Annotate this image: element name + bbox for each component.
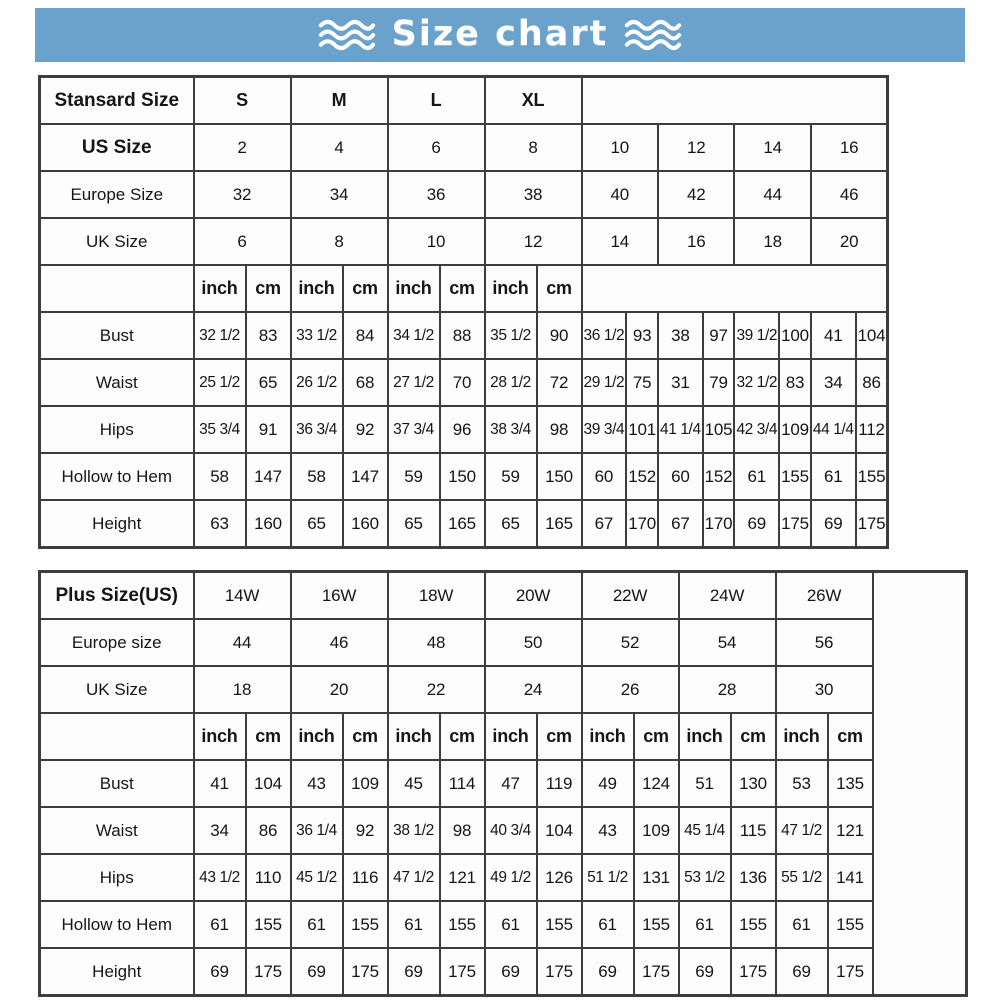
measure-value: 34 [811,359,856,406]
row-label: UK Size [40,218,194,265]
measure-value: 175 [856,500,888,548]
size-value: 22 [388,666,485,713]
measure-value: 69 [679,948,731,996]
measure-value: 136 [731,854,776,901]
measure-value: 65 [485,500,537,548]
unit-inch-label: inch [582,713,634,760]
unit-cm-label: cm [440,713,485,760]
measure-value: 61 [388,901,440,948]
unit-inch-label: inch [776,713,828,760]
measure-value: 53 1/2 [679,854,731,901]
size-value: 56 [776,619,873,666]
measure-value: 175 [537,948,582,996]
measure-value: 119 [537,760,582,807]
row-label: Hips [40,854,194,901]
measure-value: 75 [626,359,658,406]
size-value: 18 [734,218,810,265]
measure-value: 34 1/2 [388,312,440,359]
measure-value: 150 [440,453,485,500]
measure-value: 67 [582,500,627,548]
measure-value: 112 [856,406,888,453]
measure-value: 98 [440,807,485,854]
unit-inch-label: inch [485,265,537,312]
measure-value: 175 [634,948,679,996]
measure-value: 91 [246,406,291,453]
size-header-14w: 14W [194,572,291,620]
size-value: 10 [388,218,485,265]
unit-cm-label: cm [343,265,388,312]
size-header-m: M [291,77,388,125]
measure-value: 100 [779,312,811,359]
measure-value: 175 [731,948,776,996]
unit-cm-label: cm [246,265,291,312]
measure-value: 152 [626,453,658,500]
measure-value: 70 [440,359,485,406]
measure-value: 155 [343,901,388,948]
measure-value: 39 3/4 [582,406,627,453]
measure-value: 97 [703,312,735,359]
title-banner [35,8,965,62]
size-value: 20 [811,218,888,265]
measure-value: 69 [194,948,246,996]
row-label: Waist [40,359,194,406]
size-value: 4 [291,124,388,171]
measure-value: 51 [679,760,731,807]
measure-value: 152 [703,453,735,500]
measure-value: 43 1/2 [194,854,246,901]
row-label: Europe size [40,619,194,666]
measure-value: 47 [485,760,537,807]
measure-value: 86 [246,807,291,854]
measure-value: 44 1/4 [811,406,856,453]
size-value: 18 [194,666,291,713]
measure-value: 170 [703,500,735,548]
measure-value: 109 [343,760,388,807]
unit-cm-label: cm [440,265,485,312]
size-value: 36 [388,171,485,218]
size-value: 6 [388,124,485,171]
unit-cm-label: cm [731,713,776,760]
measure-value: 165 [537,500,582,548]
row-label: Hollow to Hem [40,453,194,500]
measure-value: 114 [440,760,485,807]
measure-value: 90 [537,312,582,359]
measure-value: 32 1/2 [194,312,246,359]
measure-value: 160 [246,500,291,548]
measure-value: 104 [537,807,582,854]
measure-value: 110 [246,854,291,901]
measure-value: 155 [731,901,776,948]
measure-value: 59 [485,453,537,500]
measure-value: 104 [246,760,291,807]
measure-value: 98 [537,406,582,453]
measure-value: 141 [828,854,873,901]
measure-value: 59 [388,453,440,500]
measure-value: 61 [485,901,537,948]
measure-value: 69 [485,948,537,996]
row-label: Hips [40,406,194,453]
measure-value: 47 1/2 [388,854,440,901]
size-header-18w: 18W [388,572,485,620]
measure-value: 131 [634,854,679,901]
measure-value: 69 [811,500,856,548]
size-header-xl: XL [485,77,582,125]
measure-value: 27 1/2 [388,359,440,406]
size-value: 40 [582,171,658,218]
measure-value: 175 [828,948,873,996]
measure-value: 47 1/2 [776,807,828,854]
size-value: 24 [485,666,582,713]
size-value: 42 [658,171,734,218]
unit-inch-label: inch [291,713,343,760]
size-value: 54 [679,619,776,666]
measure-value: 63 [194,500,246,548]
standard-size-table [38,75,889,549]
measure-value: 88 [440,312,485,359]
unit-inch-label: inch [194,713,246,760]
size-value: 2 [194,124,291,171]
measure-value: 61 [776,901,828,948]
measure-value: 45 1/4 [679,807,731,854]
size-header-16w: 16W [291,572,388,620]
measure-value: 83 [246,312,291,359]
measure-value: 42 3/4 [734,406,779,453]
waves-icon [318,17,376,53]
measure-value: 49 1/2 [485,854,537,901]
unit-cm-label: cm [343,713,388,760]
measure-value: 175 [246,948,291,996]
measure-value: 69 [388,948,440,996]
measure-value: 84 [343,312,388,359]
measure-value: 155 [246,901,291,948]
measure-value: 61 [291,901,343,948]
measure-value: 69 [291,948,343,996]
unit-inch-label: inch [388,265,440,312]
measure-value: 165 [440,500,485,548]
unit-cm-label: cm [246,713,291,760]
measure-value: 37 3/4 [388,406,440,453]
corner-label: Plus Size(US) [40,572,194,620]
unit-cm-label: cm [537,713,582,760]
measure-value: 96 [440,406,485,453]
measure-value: 65 [291,500,343,548]
size-header-22w: 22W [582,572,679,620]
row-label: Bust [40,312,194,359]
measure-value: 28 1/2 [485,359,537,406]
measure-value: 35 3/4 [194,406,246,453]
size-value: 32 [194,171,291,218]
size-value: 12 [485,218,582,265]
measure-value: 150 [537,453,582,500]
measure-value: 61 [811,453,856,500]
measure-value: 92 [343,406,388,453]
measure-value: 31 [658,359,703,406]
size-header-l: L [388,77,485,125]
measure-value: 69 [582,948,634,996]
measure-value: 41 [811,312,856,359]
size-header-s: S [194,77,291,125]
measure-value: 69 [734,500,779,548]
measure-value: 55 1/2 [776,854,828,901]
measure-value: 135 [828,760,873,807]
size-value: 14 [582,218,658,265]
size-value: 38 [485,171,582,218]
size-value: 16 [658,218,734,265]
measure-value: 58 [291,453,343,500]
measure-value: 36 3/4 [291,406,343,453]
unit-inch-label: inch [485,713,537,760]
row-label: UK Size [40,666,194,713]
size-header-26w: 26W [776,572,873,620]
measure-value: 39 1/2 [734,312,779,359]
row-label: Hollow to Hem [40,901,194,948]
measure-value: 40 3/4 [485,807,537,854]
measure-value: 45 1/2 [291,854,343,901]
corner-label: Stansard Size [40,77,194,125]
measure-value: 35 1/2 [485,312,537,359]
measure-value: 38 [658,312,703,359]
page-title: Size chart [391,14,609,54]
measure-value: 67 [658,500,703,548]
measure-value: 79 [703,359,735,406]
size-value: 44 [734,171,810,218]
size-value: 8 [485,124,582,171]
unit-row-blank [40,265,194,312]
size-value: 16 [811,124,888,171]
size-value: 10 [582,124,658,171]
unit-row-blank [40,713,194,760]
row-label: Height [40,500,194,548]
measure-value: 36 1/2 [582,312,627,359]
measure-value: 155 [634,901,679,948]
measure-value: 32 1/2 [734,359,779,406]
measure-value: 61 [194,901,246,948]
size-value: 6 [194,218,291,265]
measure-value: 69 [776,948,828,996]
size-value: 48 [388,619,485,666]
measure-value: 155 [779,453,811,500]
unit-cm-label: cm [537,265,582,312]
size-value: 44 [194,619,291,666]
measure-value: 115 [731,807,776,854]
measure-value: 61 [679,901,731,948]
row-label: US Size [40,124,194,171]
size-value: 50 [485,619,582,666]
measure-value: 130 [731,760,776,807]
measure-value: 61 [734,453,779,500]
measure-value: 116 [343,854,388,901]
measure-value: 93 [626,312,658,359]
measure-value: 175 [779,500,811,548]
measure-value: 155 [440,901,485,948]
measure-value: 109 [634,807,679,854]
size-value: 46 [291,619,388,666]
size-value: 20 [291,666,388,713]
measure-value: 49 [582,760,634,807]
row-label: Height [40,948,194,996]
measure-value: 83 [779,359,811,406]
size-header-24w: 24W [679,572,776,620]
empty-column [873,572,967,996]
size-value: 30 [776,666,873,713]
measure-value: 65 [388,500,440,548]
measure-value: 105 [703,406,735,453]
size-value: 12 [658,124,734,171]
unit-inch-label: inch [291,265,343,312]
measure-value: 60 [582,453,627,500]
measure-value: 92 [343,807,388,854]
measure-value: 175 [343,948,388,996]
unit-inch-label: inch [194,265,246,312]
measure-value: 124 [634,760,679,807]
measure-value: 109 [779,406,811,453]
measure-value: 33 1/2 [291,312,343,359]
measure-value: 38 3/4 [485,406,537,453]
measure-value: 126 [537,854,582,901]
row-label: Europe Size [40,171,194,218]
measure-value: 72 [537,359,582,406]
measure-value: 86 [856,359,888,406]
waves-icon [624,17,682,53]
measure-value: 68 [343,359,388,406]
measure-value: 104 [856,312,888,359]
measure-value: 101 [626,406,658,453]
row-label: Waist [40,807,194,854]
measure-value: 53 [776,760,828,807]
measure-value: 36 1/4 [291,807,343,854]
row-label: Bust [40,760,194,807]
measure-value: 38 1/2 [388,807,440,854]
measure-value: 61 [582,901,634,948]
measure-value: 175 [440,948,485,996]
measure-value: 160 [343,500,388,548]
measure-value: 170 [626,500,658,548]
unit-inch-label: inch [388,713,440,760]
unit-cm-label: cm [828,713,873,760]
size-value: 14 [734,124,810,171]
measure-value: 41 1/4 [658,406,703,453]
measure-value: 26 1/2 [291,359,343,406]
measure-value: 25 1/2 [194,359,246,406]
measure-value: 155 [856,453,888,500]
plus-size-table [38,570,968,997]
measure-value: 155 [537,901,582,948]
measure-value: 29 1/2 [582,359,627,406]
measure-value: 41 [194,760,246,807]
measure-value: 147 [343,453,388,500]
measure-value: 147 [246,453,291,500]
measure-value: 34 [194,807,246,854]
measure-value: 51 1/2 [582,854,634,901]
measure-value: 45 [388,760,440,807]
size-value: 28 [679,666,776,713]
measure-value: 155 [828,901,873,948]
unit-cm-label: cm [634,713,679,760]
size-header-20w: 20W [485,572,582,620]
size-value: 46 [811,171,888,218]
size-value: 34 [291,171,388,218]
measure-value: 60 [658,453,703,500]
measure-value: 58 [194,453,246,500]
measure-value: 43 [582,807,634,854]
measure-value: 65 [246,359,291,406]
size-value: 52 [582,619,679,666]
measure-value: 43 [291,760,343,807]
unit-inch-label: inch [679,713,731,760]
size-value: 26 [582,666,679,713]
measure-value: 121 [828,807,873,854]
measure-value: 121 [440,854,485,901]
size-value: 8 [291,218,388,265]
